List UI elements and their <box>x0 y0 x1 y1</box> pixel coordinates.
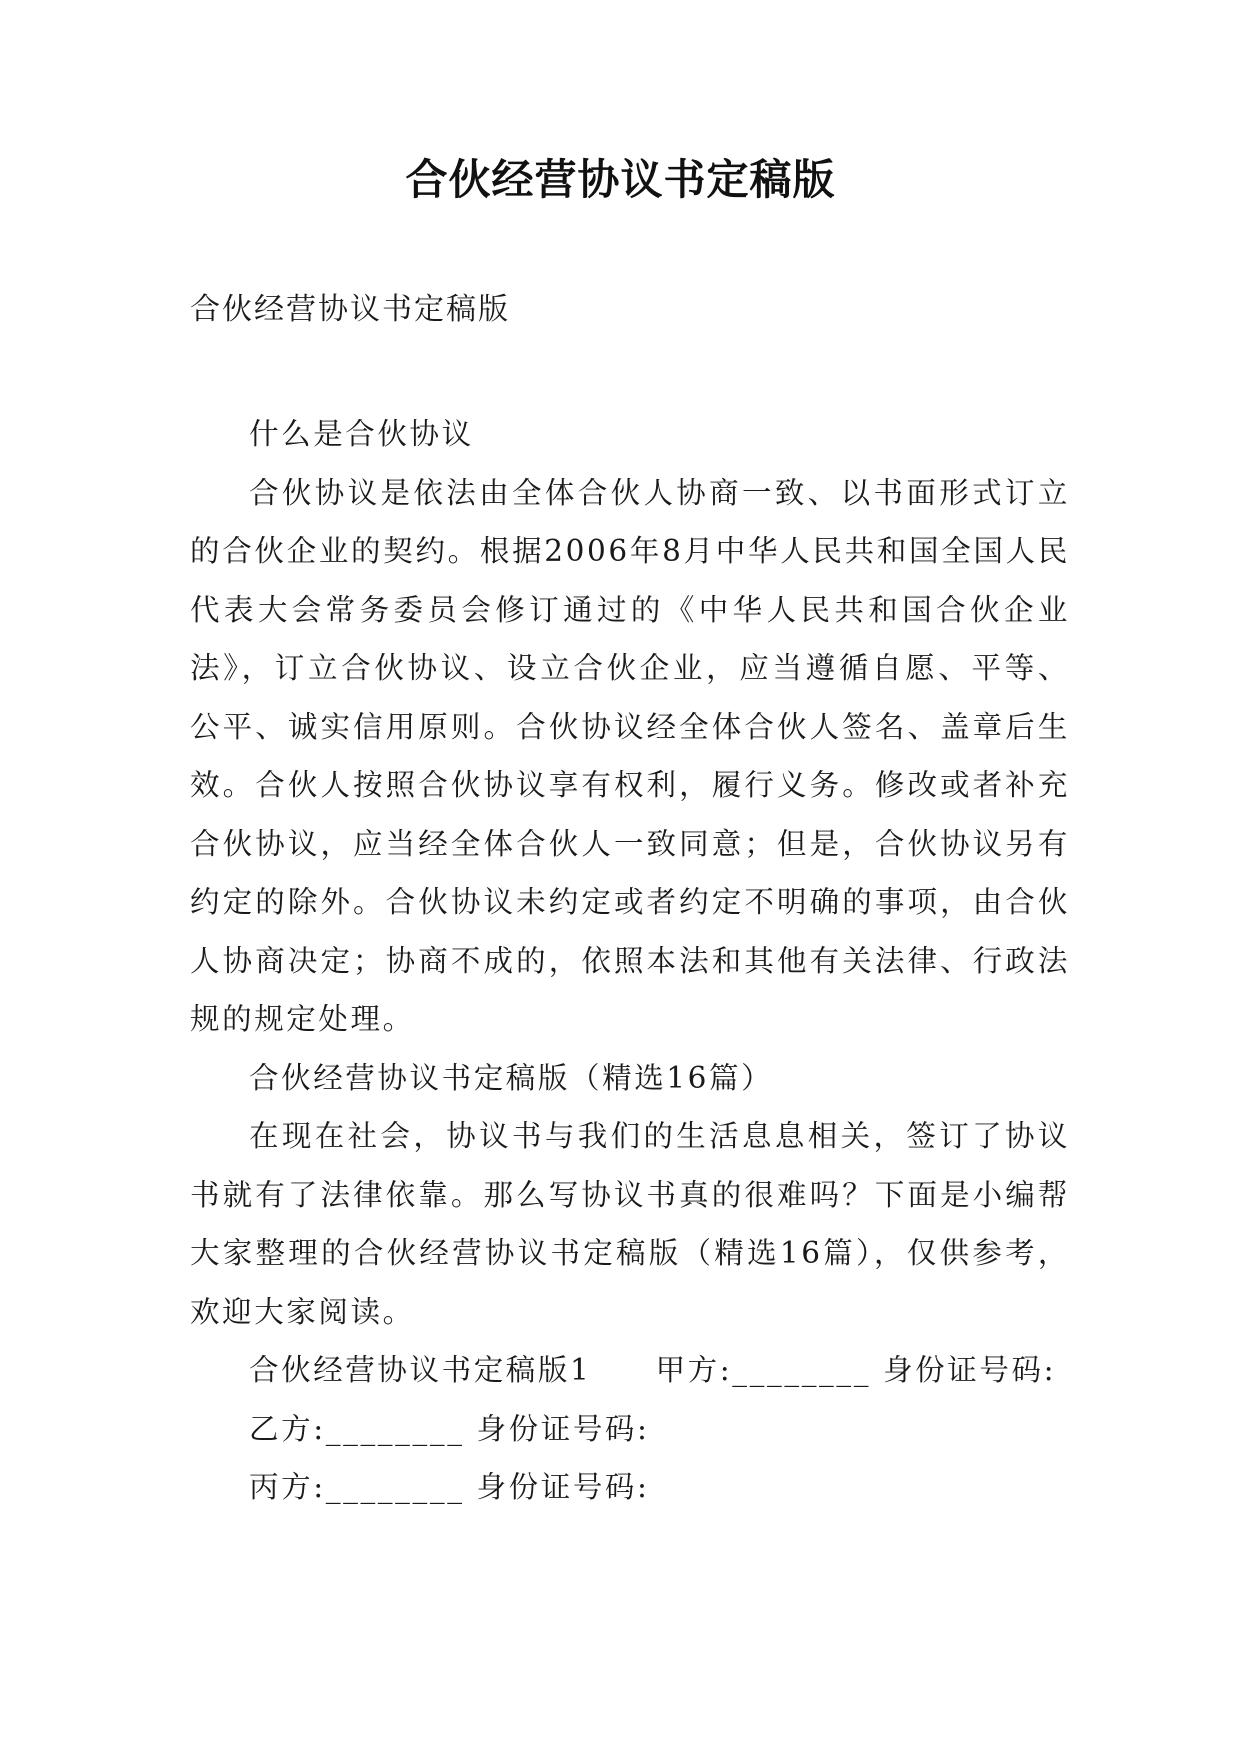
party-a-line: 合伙经营协议书定稿版1 甲方:________ 身份证号码: <box>249 1353 1057 1387</box>
paragraph-partnership-definition: 合伙协议是依法由全体合伙人协商一致、以书面形式订立的合伙企业的契约。根据2006年8月中华人民共和国全国人民代表大会常务委员会修订通过的《中华人民共和国合伙企业法》，订立合伙协议、设立合伙企业，应当遵循自愿、平等、公平、诚实信用原则。合伙协议经全体合伙人签名、盖章后生效。合伙人按照合伙协议享有权利，履行义务。修改或者补充合伙协议，应当经全体合伙人一致同意；但是，合伙协议另有约定的除外。合伙协议未约定或者约定不明确的事项，由合伙人协商决定；协商不成的，依照本法和其他有关法律、行政法规的规定处理。 <box>190 475 1070 1036</box>
party-c-line: 丙方:________ 身份证号码: <box>249 1470 650 1504</box>
document-title: 合伙经营协议书定稿版 <box>405 155 836 204</box>
party-b-line: 乙方:________ 身份证号码: <box>249 1411 650 1446</box>
document-body <box>190 405 1070 1517</box>
section-heading-selected-16: 合伙经营协议书定稿版（精选16篇） <box>249 1060 774 1095</box>
paragraph-introduction: 在现在社会，协议书与我们的生活息息相关，签订了协议书就有了法律依靠。那么写协议书真的很难吗？下面是小编帮大家整理的合伙经营协议书定稿版（精选16篇），仅供参考，欢迎大家阅读。 <box>190 1119 1070 1329</box>
document-subtitle: 合伙经营协议书定稿版 <box>190 292 510 327</box>
section-heading-what-is-partnership: 什么是合伙协议 <box>249 417 474 451</box>
